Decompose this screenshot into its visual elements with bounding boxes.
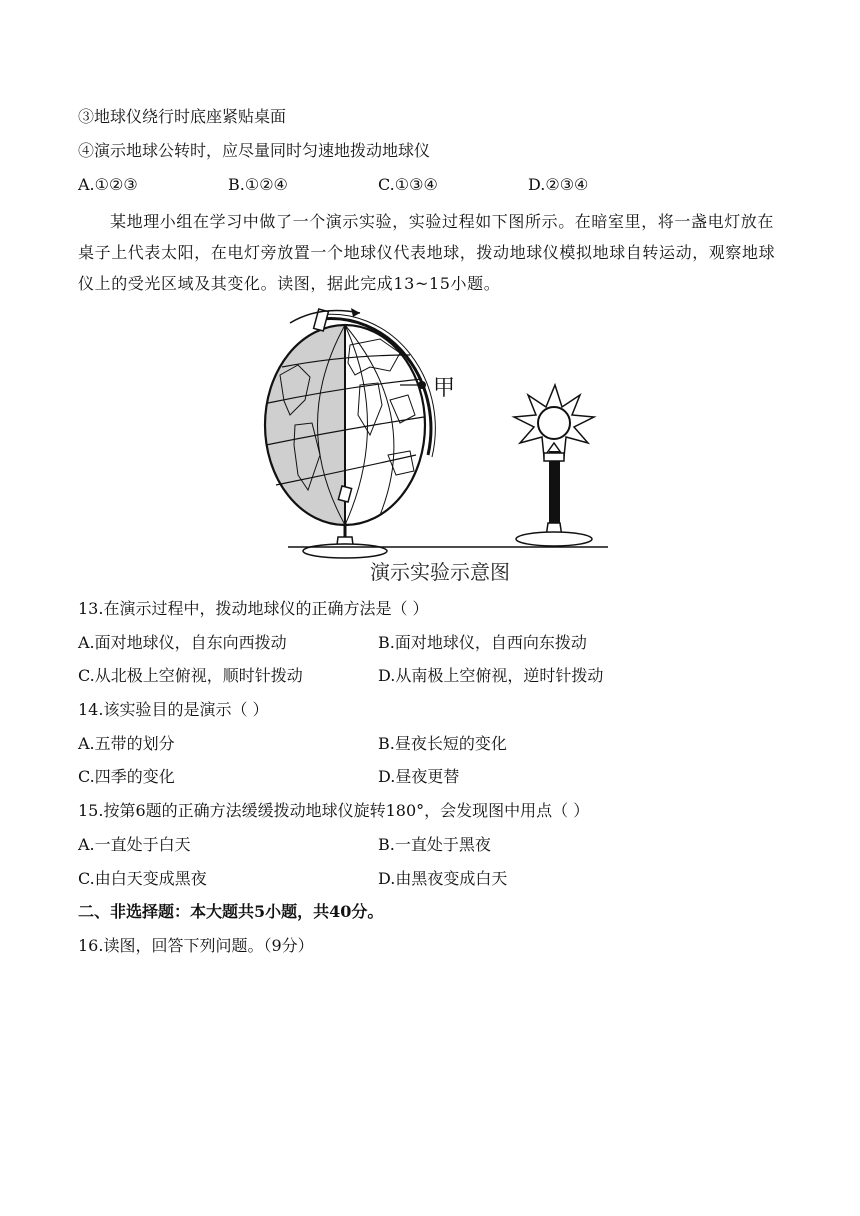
q13-option-d: D.从南极上空俯视，逆时针拨动	[378, 666, 604, 685]
q12-option-b: B.①②④	[228, 175, 288, 194]
section-heading: 二、非选择题：本大题共5小题，共40分。	[78, 902, 384, 921]
item-4: ④演示地球公转时，应尽量同时匀速地拨动地球仪	[78, 141, 431, 160]
experiment-figure	[250, 305, 610, 587]
q12-option-d: D.②③④	[528, 175, 589, 194]
q12-option-c: C.①③④	[378, 175, 438, 194]
q15-option-a: A.一直处于白天	[78, 835, 191, 854]
q14-option-b: B.昼夜长短的变化	[378, 734, 507, 753]
q15-option-b: B.一直处于黑夜	[378, 835, 491, 854]
globe-night-side	[265, 325, 345, 525]
point-jia	[418, 381, 426, 389]
q14-option-c: C.四季的变化	[78, 767, 175, 786]
q13-option-c: C.从北极上空俯视，顺时针拨动	[78, 666, 303, 685]
intro-paragraph: 某地理小组在学习中做了一个演示实验，实验过程如下图所示。在暗室里，将一盏电灯放在桌子上代表太阳，在电灯旁放置一个地球仪代表地球，拨动地球仪模拟地球自转运动，观察地球仪上的受光区域及其变化。读图，据此完成13~15小题。	[78, 212, 776, 293]
point-jia-label: 甲	[433, 376, 456, 401]
q14-option-d: D.昼夜更替	[378, 767, 460, 786]
q15-stem: 15.按第6题的正确方法缓缓拨动地球仪旋转180°，会发现图中用点（ ）	[78, 801, 590, 820]
q13-stem: 13.在演示过程中，拨动地球仪的正确方法是（ ）	[78, 599, 429, 618]
item-3: ③地球仪绕行时底座紧贴桌面	[78, 107, 287, 126]
q15-option-c: C.由白天变成黑夜	[78, 869, 207, 888]
q13-option-a: A.面对地球仪，自东向西拨动	[78, 633, 287, 652]
figure-caption: 演示实验示意图	[370, 560, 510, 584]
q14-stem: 14.该实验目的是演示（ ）	[78, 700, 269, 719]
q12-option-a: A.①②③	[78, 175, 138, 194]
q15-option-d: D.由黑夜变成白天	[378, 869, 508, 888]
q13-option-b: B.面对地球仪，自西向东拨动	[378, 633, 587, 652]
q16-stem: 16.读图，回答下列问题。（9分）	[78, 936, 314, 955]
q14-option-a: A.五带的划分	[78, 734, 175, 753]
